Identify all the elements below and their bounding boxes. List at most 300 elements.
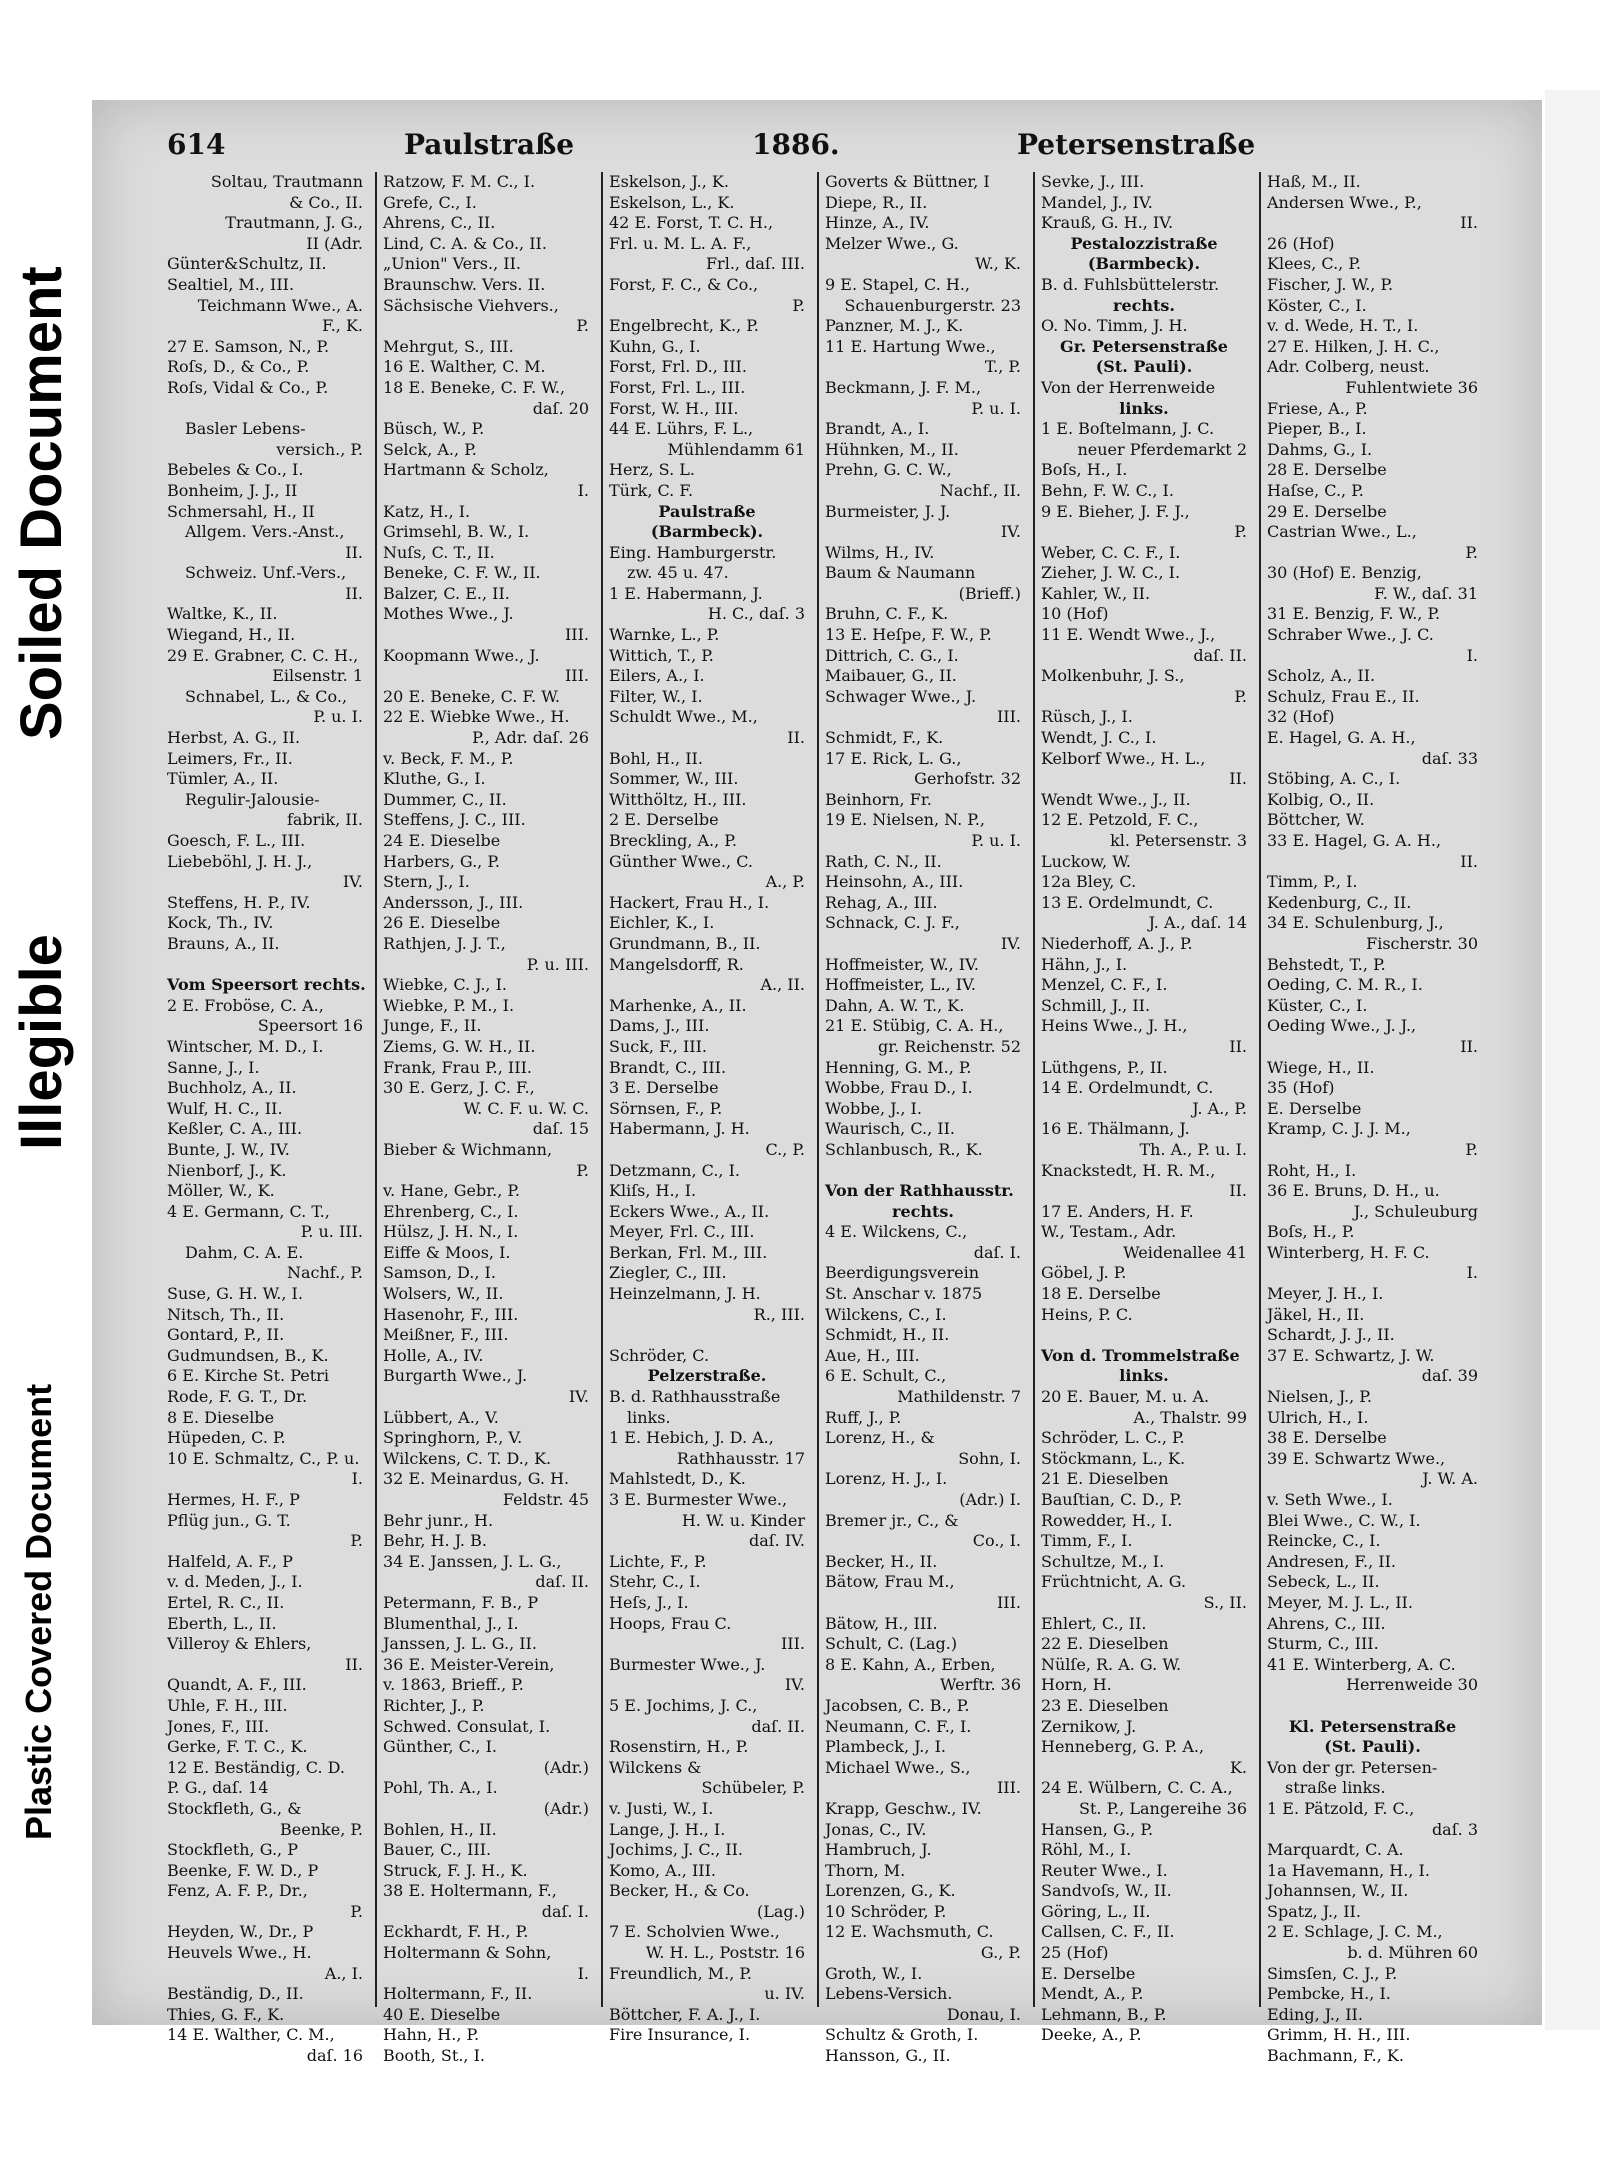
directory-entry-line: Möller, W., K. — [167, 1181, 275, 1201]
directory-entry-line: v. Justi, W., I. — [609, 1798, 714, 1818]
directory-entry-line: 36 E. Meister-Verein, — [383, 1654, 555, 1674]
directory-entry-line: links. — [627, 1407, 671, 1427]
directory-entry-line: 21 E. Stübig, C. A. H., — [825, 1016, 1004, 1036]
directory-entry-line: 3 E. Burmester Wwe., — [609, 1490, 788, 1509]
directory-entry-line: J. A., P. — [1192, 1098, 1247, 1118]
directory-entry-line — [167, 955, 363, 976]
directory-entry-line: I. — [1466, 1263, 1478, 1283]
directory-entry-line: Sommer, W., III. — [609, 769, 739, 789]
directory-entry-line: 12a Bley, C. — [1041, 872, 1137, 892]
directory-column-3 — [609, 172, 809, 2045]
directory-entry-line: Lorenz, H., & — [825, 1428, 935, 1448]
directory-entry-line: W., Testam., Adr. — [1041, 1222, 1177, 1242]
directory-entry-line: Katz, H., I. — [383, 501, 471, 521]
directory-entry-line: daſ. I. — [973, 1242, 1021, 1262]
directory-entry-line: 38 E. Holtermann, F., — [383, 1881, 557, 1901]
directory-entry-line: straße links. — [1285, 1778, 1386, 1798]
directory-entry-line: Goesch, F. L., III. — [167, 831, 306, 850]
directory-entry-line: Berkan, Frl. M., III. — [609, 1242, 768, 1262]
directory-entry-line: Weidenallee 41 — [1123, 1242, 1247, 1262]
directory-entry-line: III. — [780, 1634, 805, 1654]
directory-entry-line: Samson, D., I. — [383, 1263, 496, 1283]
adjacent-page-edge — [1545, 90, 1600, 2030]
directory-entry-line: 24 E. Wülbern, C. C. A., — [1041, 1778, 1233, 1798]
directory-entry-line: 16 E. Thälmann, J. — [1041, 1119, 1190, 1139]
directory-entry-line: (Adr.) I. — [959, 1490, 1021, 1509]
directory-entry-line: II. — [1460, 851, 1478, 871]
directory-page — [92, 100, 1542, 2066]
directory-column-4 — [825, 172, 1025, 2066]
directory-entry-line: 41 E. Winterberg, A. C. — [1267, 1654, 1456, 1674]
directory-entry-line: Scholz, A., II. — [1267, 666, 1376, 686]
directory-entry-line: neuer Pferdemarkt 2 — [1077, 439, 1247, 459]
directory-entry-line: Beständig, D., II. — [167, 1984, 304, 2004]
directory-entry-line: Sealtiel, M., III. — [167, 274, 295, 294]
soiled-document-stamp: Soiled Document — [9, 266, 74, 740]
directory-entry-line: Suse, G. H. W., I. — [167, 1284, 303, 1304]
directory-entry-line: Jäkel, H., II. — [1267, 1304, 1365, 1324]
directory-entry-line: Wendt Wwe., J., II. — [1041, 789, 1191, 809]
directory-entry-line: Holtermann, F., II. — [383, 1984, 533, 2004]
directory-entry-line: Grefe, C., I. — [383, 192, 477, 212]
directory-entry-line: Nachf., P. — [286, 1263, 363, 1283]
directory-entry-line: Wobbe, Frau D., I. — [825, 1078, 973, 1098]
directory-entry-line: Grimm, H. H., III. — [1267, 2025, 1411, 2045]
directory-entry-line: Werftr. 36 — [939, 1675, 1021, 1695]
directory-entry-line: Wittich, T., P. — [609, 645, 714, 665]
directory-entry-line: Basler Lebens- — [185, 419, 306, 439]
directory-entry-line: Burmester Wwe., J. — [609, 1654, 766, 1674]
directory-entry-line: daſ. 20 — [532, 398, 589, 418]
directory-entry-line: Groth, W., I. — [825, 1963, 923, 1983]
directory-entry-line: Nienborf, J., K. — [167, 1160, 287, 1180]
directory-entry-line: Böttcher, F. A. J., I. — [609, 2004, 761, 2024]
directory-entry-line: III. — [996, 1592, 1021, 1612]
directory-entry-line: Selck, A., P. — [383, 439, 477, 459]
directory-entry-line: 14 E. Walther, C. M., — [167, 2025, 335, 2045]
directory-entry-line: Schlanbusch, R., K. — [825, 1139, 983, 1159]
directory-entry-line: Beinhorn, Fr. — [825, 789, 932, 809]
directory-entry-line: 20 E. Beneke, C. F. W. — [383, 686, 560, 706]
directory-entry-line: (Lag.) — [757, 1901, 805, 1921]
directory-entry-line: Uhle, F. H., III. — [167, 1695, 288, 1715]
right-street-title: Petersenstraße — [1017, 128, 1256, 161]
directory-entry-line: daſ. 3 — [1431, 1819, 1478, 1839]
directory-entry-line: Quandt, A. F., III. — [167, 1675, 307, 1695]
directory-entry-line: Jacobsen, C. B., P. — [825, 1695, 970, 1715]
directory-entry-line: Heuvels Wwe., H. — [167, 1943, 312, 1963]
directory-entry-line: 31 E. Benzig, F. W., P. — [1267, 604, 1441, 624]
directory-entry-line: Bebeles & Co., I. — [167, 460, 304, 480]
directory-entry-line: Speersort 16 — [257, 1016, 363, 1036]
directory-entry-line: 20 E. Bauer, M. u. A. — [1041, 1387, 1210, 1407]
directory-entry-line: Kliſs, H., I. — [609, 1181, 697, 1201]
directory-entry-line: Eskelson, J., K. — [609, 172, 729, 191]
directory-entry-line: Wilckens & — [609, 1757, 702, 1777]
directory-entry-line: 1 E. Pätzold, F. C., — [1267, 1798, 1415, 1818]
directory-entry-line: Reuter Wwe., I. — [1041, 1860, 1168, 1880]
directory-entry-line: Pestalozzistraße — [1070, 233, 1218, 253]
directory-entry-line: Kahler, W., II. — [1041, 583, 1151, 603]
directory-entry-line: Nielsen, J., P. — [1267, 1387, 1372, 1407]
directory-entry-line: A., II. — [760, 975, 805, 995]
directory-entry-line: Becker, H., & Co. — [609, 1881, 750, 1901]
directory-entry-line: v. d. Wede, H. T., I. — [1267, 316, 1419, 336]
directory-entry-line: Pelzerstraße. — [647, 1366, 767, 1386]
directory-entry-line: 28 E. Derselbe — [1267, 460, 1387, 480]
directory-entry-line: v. Beck, F. M., P. — [383, 748, 514, 768]
directory-entry-line: Oeding, C. M. R., I. — [1267, 975, 1423, 995]
directory-entry-line: 1 E. Habermann, J. — [609, 583, 763, 603]
directory-entry-line: Koopmann Wwe., J. — [383, 645, 540, 665]
directory-entry-line: 37 E. Schwartz, J. W. — [1267, 1345, 1435, 1365]
directory-entry-line: Freundlich, M., P. — [609, 1963, 752, 1983]
directory-entry-line: Meyer, Frl. C., III. — [609, 1222, 755, 1242]
directory-entry-line: Wulf, H. C., II. — [167, 1098, 283, 1118]
directory-entry-line: Lange, J. H., I. — [609, 1819, 726, 1839]
directory-entry-line: I. — [1466, 645, 1478, 665]
directory-entry-line: Neumann, C. F., I. — [825, 1716, 972, 1736]
directory-entry-line: Wiegand, H., II. — [167, 625, 296, 645]
directory-entry-line: Booth, St., I. — [383, 2046, 485, 2066]
directory-entry-line: Tümler, A., II. — [167, 769, 279, 789]
directory-entry-line: Stockfleth, G., & — [167, 1798, 302, 1818]
directory-entry-line: P. — [1465, 542, 1478, 562]
directory-entry-line: Weber, C. C. F., I. — [1041, 542, 1181, 562]
directory-entry-line: Rathhausstr. 17 — [676, 1448, 805, 1468]
directory-entry-line — [609, 1325, 805, 1346]
directory-entry-line: Sandvoſs, W., II. — [1041, 1881, 1172, 1901]
directory-entry-line: Mendt, A., P. — [1041, 1984, 1144, 2004]
directory-entry-line: 30 (Hof) E. Benzig, — [1267, 563, 1422, 583]
directory-entry-line: 12 E. Beständig, C. D. — [167, 1757, 345, 1777]
directory-entry-line: Aue, H., III. — [825, 1345, 920, 1365]
directory-entry-line: Beenke, P. — [280, 1819, 363, 1839]
directory-entry-line: (Barmbeck). — [1087, 254, 1201, 274]
directory-entry-line: Bremer jr., C., & — [825, 1510, 959, 1530]
directory-entry-line: Paulstraße — [658, 501, 756, 521]
directory-entry-line: Brandt, C., III. — [609, 1057, 727, 1077]
directory-entry-line: Schröder, L. C., P. — [1041, 1428, 1185, 1448]
directory-entry-line: 34 E. Janssen, J. L. G., — [383, 1551, 562, 1571]
directory-entry-line: Holle, A., IV. — [383, 1345, 484, 1365]
directory-entry-line: 11 E. Wendt Wwe., J., — [1041, 625, 1216, 645]
directory-entry-line: Wilckens, C., I. — [825, 1304, 947, 1324]
directory-entry-line: Panzner, M. J., K. — [825, 316, 964, 336]
directory-entry-line: (Barmbeck). — [650, 522, 764, 542]
directory-entry-line: C., P. — [765, 1139, 805, 1159]
directory-entry-line: Mathildenstr. 7 — [897, 1387, 1021, 1407]
page-number: 614 — [167, 128, 226, 161]
directory-entry-line: J. W. A. — [1422, 1469, 1478, 1489]
directory-entry-line: Halfeld, A. F., P — [167, 1551, 293, 1571]
directory-entry-line: Steffens, H. P., IV. — [167, 892, 311, 912]
directory-entry-line: K. — [1229, 1757, 1247, 1777]
directory-entry-line: Hartmann & Scholz, — [383, 460, 549, 480]
directory-entry-line: Haß, M., II. — [1267, 172, 1361, 191]
directory-entry-line: Winterberg, H. F. C. — [1267, 1242, 1430, 1262]
directory-entry-line: Steffens, J. C., III. — [383, 810, 526, 830]
directory-entry-line: 8 E. Kahn, A., Erben, — [825, 1654, 996, 1674]
directory-entry-line: Brauns, A., II. — [167, 933, 280, 953]
directory-entry-line: u. IV. — [764, 1984, 805, 2004]
directory-entry-line: Hoops, Frau C. — [609, 1613, 732, 1633]
directory-entry-line: Brandt, A., I. — [825, 419, 930, 439]
directory-entry-line: 17 E. Anders, H. F. — [1041, 1201, 1194, 1221]
directory-entry-line: 25 (Hof) — [1041, 1943, 1109, 1963]
directory-entry-line: Göbel, J. P. — [1041, 1263, 1127, 1283]
directory-entry-line: Pflüg jun., G. T. — [167, 1510, 291, 1530]
directory-entry-line: Forst, Frl. D., III. — [609, 357, 747, 377]
directory-entry-line: Mangelsdorff, R. — [609, 954, 744, 974]
directory-entry-line: F., K. — [322, 316, 363, 336]
directory-entry-line: 42 E. Forst, T. C. H., — [609, 213, 774, 233]
directory-entry-line: 39 E. Schwartz Wwe., — [1267, 1448, 1446, 1468]
directory-entry-line: 32 E. Meinardus, G. H. — [383, 1469, 570, 1489]
directory-entry-line: Kock, Th., IV. — [167, 913, 274, 933]
directory-entry-line: Jonas, C., IV. — [825, 1819, 927, 1839]
illegible-stamp: Illegible — [9, 934, 74, 1150]
directory-entry-line: B. d. Rathhausstraße — [609, 1387, 781, 1407]
archive-stamps — [0, 0, 80, 2177]
directory-entry-line: II. — [787, 728, 805, 748]
directory-entry-line: IV. — [342, 872, 363, 892]
directory-entry-line: 40 E. Dieselbe — [383, 2004, 501, 2024]
directory-entry-line: 10 (Hof) — [1041, 604, 1109, 624]
directory-entry-line: links. — [1119, 398, 1169, 418]
directory-entry-line: I. — [351, 1469, 363, 1489]
directory-entry-line: Eiffe & Moos, I. — [383, 1242, 511, 1262]
directory-entry-line: Thies, G. F., K. — [167, 2004, 285, 2024]
directory-entry-line: P. u. III. — [526, 954, 589, 974]
directory-entry-line: 27 E. Samson, N., P. — [167, 336, 330, 356]
directory-entry-line: Grundmann, B., II. — [609, 933, 761, 953]
directory-entry-line: P. u. I. — [313, 707, 363, 727]
directory-entry-line: Herbst, A. G., II. — [167, 728, 301, 748]
directory-entry-line: Boſs, H., I. — [1041, 460, 1128, 480]
directory-entry-line: Mühlendamm 61 — [667, 439, 805, 459]
directory-entry-line: Eilers, A., I. — [609, 666, 705, 686]
directory-entry-line: Detzmann, C., I. — [609, 1160, 740, 1180]
directory-entry-line: Schauenburgerstr. 23 — [844, 295, 1021, 315]
directory-entry-line: Hühnken, M., II. — [825, 439, 959, 459]
directory-entry-line: Eilsenstr. 1 — [272, 666, 363, 686]
directory-entry-line: I. — [577, 1963, 589, 1983]
directory-entry-line: Donau, I. — [946, 2004, 1021, 2024]
directory-entry-line: Meißner, F., III. — [383, 1325, 509, 1345]
directory-entry-line: W. H. L., Poststr. 16 — [645, 1943, 805, 1963]
directory-entry-line: 4 E. Germann, C. T., — [167, 1201, 330, 1221]
directory-entry-line: Forst, F. C., & Co., — [609, 274, 759, 294]
directory-entry-line: Ahrens, C., II. — [383, 213, 496, 233]
directory-entry-line: daſ. 39 — [1421, 1366, 1478, 1386]
directory-entry-line: Heyden, W., Dr., P — [167, 1922, 314, 1942]
directory-entry-line: Rehag, A., III. — [825, 892, 938, 912]
directory-entry-line: (Adr.) — [543, 1798, 589, 1818]
directory-entry-line: Mothes Wwe., J. — [383, 604, 514, 624]
directory-entry-line: Nachf., II. — [939, 480, 1021, 500]
directory-entry-line: Kuhn, G., I. — [609, 336, 701, 356]
directory-entry-line: 14 E. Ordelmundt, C. — [1041, 1078, 1214, 1098]
directory-entry-line: Frl., daſ. III. — [705, 254, 805, 274]
directory-entry-line: Lichte, F., P. — [609, 1551, 707, 1571]
directory-entry-line: Filter, W., I. — [609, 686, 703, 706]
directory-entry-line: Früchtnicht, A. G. — [1041, 1572, 1187, 1592]
directory-entry-line: IV. — [568, 1387, 589, 1407]
directory-entry-line: Co., I. — [972, 1531, 1021, 1551]
directory-entry-line: v. d. Meden, J., I. — [167, 1572, 303, 1592]
plastic-covered-stamp: Plastic Covered Document — [18, 1383, 59, 1840]
directory-entry-line: Sebeck, L., II. — [1267, 1572, 1380, 1592]
directory-entry-line: Blumenthal, J., I. — [383, 1613, 519, 1633]
directory-entry-line: Behn, F. W. C., I. — [1041, 480, 1174, 500]
directory-entry-line: versich., P. — [276, 439, 363, 459]
directory-entry-line: Burmeister, J. J. — [825, 501, 951, 521]
directory-entry-line: P. — [1234, 686, 1247, 706]
directory-entry-line: Suck, F., III. — [609, 1036, 708, 1056]
directory-entry-line: P. — [792, 295, 805, 315]
directory-entry-line: Blei Wwe., C. W., I. — [1267, 1510, 1421, 1530]
directory-entry-line: Krapp, Geschw., IV. — [825, 1798, 982, 1818]
directory-entry-line: Wiebke, C. J., I. — [383, 975, 508, 995]
directory-entry-line: Ruff, J., P. — [825, 1407, 902, 1427]
directory-entry-line: Buchholz, A., II. — [167, 1078, 297, 1098]
directory-entry-line: Eing. Hamburgerstr. — [609, 542, 777, 562]
directory-entry-line: II. — [345, 542, 363, 562]
directory-entry-line: Kelborf Wwe., H. L., — [1041, 748, 1206, 768]
directory-entry-line: Sevke, J., III. — [1041, 172, 1145, 191]
directory-entry-line: Andersson, J., III. — [383, 892, 524, 912]
directory-entry-line: Knackstedt, H. R. M., — [1041, 1160, 1216, 1180]
directory-entry-line: Reincke, C., I. — [1267, 1531, 1381, 1551]
directory-entry-line: II. — [345, 583, 363, 603]
directory-entry-line — [1267, 1696, 1478, 1717]
directory-entry-line: Schmidt, F., K. — [825, 728, 944, 748]
directory-entry-line: Lorenz, H. J., I. — [825, 1469, 948, 1489]
directory-entry-line: Schulz, Frau E., II. — [1267, 686, 1420, 706]
directory-entry-line: Eckhardt, F. H., P. — [383, 1922, 529, 1942]
directory-entry-line: Grimsehl, B. W., I. — [383, 522, 530, 542]
directory-entry-line: II. — [1229, 1181, 1247, 1201]
directory-entry-line: Balzer, C. E., II. — [383, 583, 510, 603]
directory-entry-line: Bohlen, H., II. — [383, 1819, 497, 1839]
directory-entry-line: E. Hagel, G. A. H., — [1267, 728, 1416, 748]
directory-entry-line: Behstedt, T., P. — [1267, 954, 1386, 974]
directory-entry-line: Stehr, C., I. — [609, 1572, 701, 1592]
directory-entry-line: Ziems, G. W. H., II. — [383, 1036, 536, 1056]
directory-entry-line: daſ. II. — [535, 1572, 589, 1592]
directory-entry-line: 38 E. Derselbe — [1267, 1428, 1387, 1448]
directory-entry-line: Klees, C., P. — [1267, 254, 1361, 274]
directory-entry-line: Adr. Colberg, neust. — [1267, 357, 1430, 377]
directory-entry-line: Nuſs, C. T., II. — [383, 542, 495, 562]
directory-entry-line: Trautmann, J. G., — [225, 213, 363, 233]
directory-entry-line: Stöbing, A. C., I. — [1267, 769, 1401, 789]
directory-entry-line: Waurisch, C., II. — [825, 1119, 955, 1139]
directory-entry-line: Villeroy & Ehlers, — [167, 1634, 312, 1654]
directory-entry-line: Dahn, A. W. T., K. — [825, 995, 965, 1015]
directory-entry-line: Feldstr. 45 — [502, 1490, 589, 1509]
directory-entry-line: Friese, A., P. — [1267, 398, 1368, 418]
directory-entry-line: Wilms, H., IV. — [825, 542, 935, 562]
directory-entry-line: Lehmann, B., P. — [1041, 2004, 1167, 2024]
directory-entry-line: Hansen, G., P. — [1041, 1819, 1154, 1839]
directory-entry-line: Gudmundsen, B., K. — [167, 1345, 329, 1365]
column-divider — [1033, 172, 1035, 2007]
directory-entry-line: IV. — [1000, 933, 1021, 953]
directory-entry-line: Mahlstedt, D., K. — [609, 1469, 746, 1489]
directory-entry-line: Schultz & Groth, I. — [825, 2025, 979, 2045]
directory-entry-line: Simsſen, C. J., P. — [1267, 1963, 1398, 1983]
directory-entry-line: P., Adr. daſ. 26 — [472, 728, 589, 748]
directory-entry-line: Mehrgut, S., III. — [383, 336, 514, 356]
directory-entry-line: 2 E. Derselbe — [609, 810, 719, 830]
directory-entry-line: Nülſe, R. A. G. W. — [1041, 1654, 1182, 1674]
directory-entry-line: Böttcher, W. — [1267, 810, 1365, 830]
directory-entry-line: Eskelson, L., K. — [609, 192, 735, 212]
directory-entry-line: Von d. Trommelstraße — [1041, 1345, 1240, 1365]
directory-entry-line: St. P., Langereihe 36 — [1079, 1798, 1247, 1818]
directory-entry-line: 32 (Hof) — [1267, 707, 1335, 727]
directory-entry-line: Oeding Wwe., J. J., — [1267, 1016, 1417, 1036]
directory-entry-line: 12 E. Petzold, F. C., — [1041, 810, 1199, 830]
directory-entry-line: Menzel, C. F., I. — [1041, 975, 1168, 995]
directory-entry-line: Köster, C., I. — [1267, 295, 1367, 315]
directory-entry-line: E. Derselbe — [1041, 1963, 1136, 1983]
directory-entry-line: Hambruch, J. — [825, 1840, 932, 1860]
directory-entry-line: Maibauer, G., II. — [825, 666, 957, 686]
directory-entry-line: 26 (Hof) — [1267, 233, 1335, 253]
directory-entry-line: Henning, G. M., P. — [825, 1057, 972, 1077]
directory-entry-line — [825, 1161, 1021, 1182]
directory-entry-line: Stockfleth, G., P — [167, 1840, 298, 1860]
directory-entry-line: Beneke, C. F. W., II. — [383, 563, 541, 583]
directory-entry-line: P. — [1234, 522, 1247, 542]
directory-entry-line: Bunte, J. W., IV. — [167, 1139, 290, 1159]
directory-entry-line: Wiebke, P. M., I. — [383, 995, 515, 1015]
directory-entry-line: 12 E. Wachsmuth, C. — [825, 1922, 994, 1942]
directory-entry-line: Schraber Wwe., J. C. — [1267, 625, 1434, 645]
column-divider — [375, 172, 377, 2007]
directory-entry-line: Rüsch, J., I. — [1041, 707, 1133, 727]
directory-entry-line: 6 E. Schult, C., — [825, 1366, 947, 1386]
directory-entry-line: Michael Wwe., S., — [825, 1757, 971, 1777]
directory-entry-line: Türk, C. F. — [609, 480, 694, 500]
directory-entry-line: I. — [577, 480, 589, 500]
directory-entry-line: St. Anschar v. 1875 — [825, 1284, 983, 1304]
directory-entry-line: Boſs, H., P. — [1267, 1222, 1355, 1242]
directory-entry-line: Roſs, D., & Co., P. — [167, 357, 310, 377]
directory-entry-line: Stöckmann, L., K. — [1041, 1448, 1186, 1468]
directory-entry-line: Hülsz, J. H. N., I. — [383, 1222, 519, 1242]
directory-entry-line: P. u. III. — [300, 1222, 363, 1242]
directory-entry-line: kl. Petersenstr. 3 — [1110, 831, 1247, 850]
directory-entry-line: Komo, A., III. — [609, 1860, 716, 1880]
directory-entry-line: daſ. 33 — [1421, 748, 1478, 768]
directory-entry-line: Hinze, A., IV. — [825, 213, 930, 233]
directory-entry-line: Teichmann Wwe., A. — [197, 295, 363, 315]
directory-entry-line: II. — [345, 1654, 363, 1674]
directory-entry-line: Forst, W. H., III. — [609, 398, 739, 418]
directory-entry-line: Meyer, J. H., I. — [1267, 1284, 1384, 1304]
directory-entry-line: Kedenburg, C., II. — [1267, 892, 1412, 912]
directory-entry-line: Schmidt, H., II. — [825, 1325, 950, 1345]
directory-entry-line: Bätow, Frau M., — [825, 1572, 955, 1592]
directory-entry-line: 33 E. Hagel, G. A. H., — [1267, 831, 1442, 850]
directory-entry-line: A., Thalstr. 99 — [1133, 1407, 1247, 1427]
directory-entry-line: Schultze, M., I. — [1041, 1551, 1165, 1571]
directory-entry-line: Fire Insurance, I. — [609, 2025, 751, 2045]
